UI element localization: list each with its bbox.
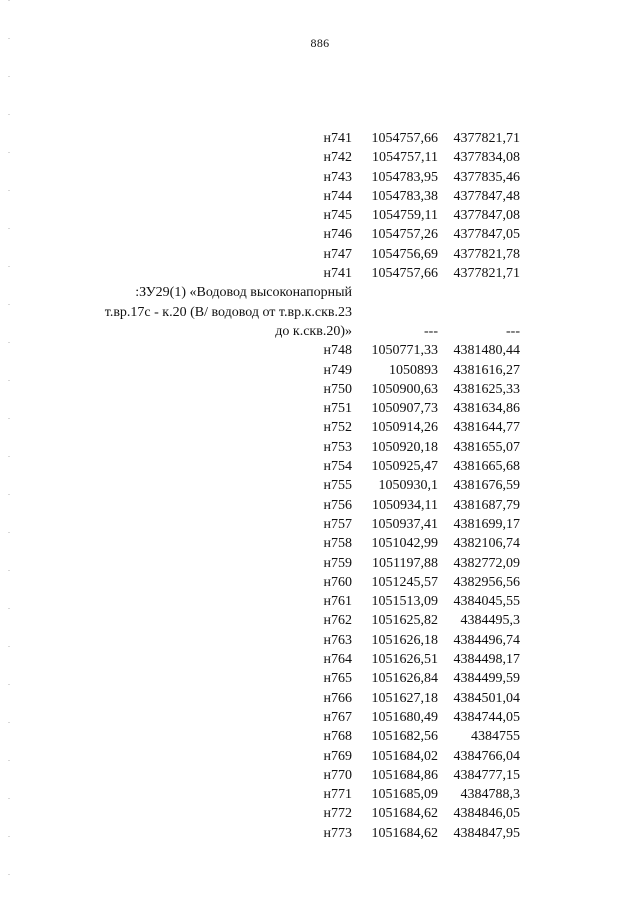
y-coordinate: 4381665,68 [453,459,520,475]
x-coordinate: 1050900,63 [371,381,438,397]
x-coordinate: 1051626,84 [371,671,438,687]
point-id: н749 [323,362,352,378]
table-row [80,496,520,515]
y-coordinate: 4381655,07 [453,439,520,455]
table-row [80,592,520,611]
x-coordinate: 1050937,41 [371,516,438,532]
x-coordinate: 1050893 [389,362,438,378]
x-coordinate: 1051042,99 [371,536,438,552]
table-row [80,631,520,650]
x-coordinate: 1054757,66 [371,266,438,282]
x-coordinate: 1051684,02 [371,748,438,764]
point-id: н745 [323,208,352,224]
table-row [80,245,520,264]
y-coordinate: 4381676,59 [453,478,520,494]
x-coordinate: 1054757,26 [371,227,438,243]
point-id: н759 [323,555,352,571]
x-coordinate: 1051682,56 [371,729,438,745]
table-row [80,689,520,708]
y-coordinate: 4381644,77 [453,420,520,436]
table-row [80,766,520,785]
y-coordinate: 4382772,09 [453,555,520,571]
x-coordinate: 1051685,09 [371,787,438,803]
table-row [80,264,520,283]
y-coordinate: 4382956,56 [453,574,520,590]
point-id: н747 [323,246,352,262]
y-coordinate: 4384788,3 [460,787,520,803]
y-coordinate: 4377821,71 [453,266,520,282]
point-id: н761 [323,594,352,610]
point-id: н748 [323,343,352,359]
x-coordinate: 1050914,26 [371,420,438,436]
rows-group-after [80,341,520,843]
y-coordinate: 4381625,33 [453,381,520,397]
table-row [80,341,520,360]
table-row [80,611,520,630]
y-coordinate: 4384499,59 [453,671,520,687]
table-row [80,573,520,592]
zone-line-2: т.вр.17с - к.20 (В/ водовод от т.вр.к.скв.23 [104,304,352,320]
x-coordinate: 1050925,47 [371,459,438,475]
x-coordinate: 1051245,57 [371,574,438,590]
y-coordinate: 4384846,05 [453,806,520,822]
table-row [80,824,520,843]
x-coordinate: 1054783,95 [371,169,438,185]
x-coordinate: 1050920,18 [371,439,438,455]
scan-margin-marks [8,0,10,905]
table-row [80,361,520,380]
y-coordinate: 4384766,04 [453,748,520,764]
point-id: н746 [323,227,352,243]
table-row [80,747,520,766]
x-coordinate: 1054783,38 [371,188,438,204]
x-coordinate: 1054757,11 [372,150,438,166]
y-coordinate: 4377835,46 [453,169,520,185]
point-id: н743 [323,169,352,185]
point-id: н768 [323,729,352,745]
x-coordinate: 1050934,11 [372,497,438,513]
point-id: н758 [323,536,352,552]
y-coordinate: 4384777,15 [453,767,520,783]
x-coordinate: 1051684,62 [371,806,438,822]
table-row [80,650,520,669]
point-id: н770 [323,767,352,783]
point-id: н771 [323,787,352,803]
table-row [80,785,520,804]
point-id: н763 [323,632,352,648]
y-coordinate: 4381634,86 [453,401,520,417]
y-coordinate: 4377821,78 [453,246,520,262]
y-coordinate: 4381699,17 [453,516,520,532]
table-row [80,225,520,244]
table-row [80,399,520,418]
table-row [80,148,520,167]
point-id: н760 [323,574,352,590]
y-coordinate: 4384498,17 [453,652,520,668]
zone-line-1: :ЗУ29(1) «Водовод высоконапорный [135,285,352,301]
point-id: н753 [323,439,352,455]
table-row [80,380,520,399]
y-coordinate: 4384501,04 [453,690,520,706]
x-coordinate: 1051680,49 [371,709,438,725]
table-row [80,457,520,476]
point-id: н741 [323,131,352,146]
y-coordinate: 4377834,08 [453,150,520,166]
x-coordinate: 1051627,18 [371,690,438,706]
y-coordinate: 4377847,08 [453,208,520,224]
x-coordinate: 1050930,1 [378,478,438,494]
zone-description [80,283,352,341]
point-id: н765 [323,671,352,687]
point-id: н756 [323,497,352,513]
table-row [80,554,520,573]
table-row [80,515,520,534]
point-id: н757 [323,516,352,532]
table-row [80,804,520,823]
y-coordinate: 4382106,74 [453,536,520,552]
y-coordinate: 4377821,71 [453,131,520,146]
x-coordinate: 1051684,86 [371,767,438,783]
x-coordinate: 1054759,11 [372,208,438,224]
table-row [80,418,520,437]
table-row [80,708,520,727]
point-id: н764 [323,652,352,668]
y-coordinate: 4377847,05 [453,227,520,243]
x-coordinate: 1054756,69 [371,246,438,262]
x-coordinate: 1051626,18 [371,632,438,648]
point-id: н742 [323,150,352,166]
x-coordinate: 1050907,73 [371,401,438,417]
point-id: н755 [323,478,352,494]
point-id: н767 [323,709,352,725]
point-id: н741 [323,266,352,282]
table-row [80,476,520,495]
point-id: н752 [323,420,352,436]
coordinates-table [80,129,520,843]
point-id: н769 [323,748,352,764]
zone-header-row [80,283,520,341]
y-coordinate: 4381687,79 [453,497,520,513]
page-number: 886 [310,36,330,50]
y-coordinate: 4381480,44 [453,343,520,359]
point-id: н750 [323,381,352,397]
zone-line-3: до к.скв.20)» [275,323,352,339]
y-coordinate: 4384496,74 [453,632,520,648]
y-coordinate: 4384847,95 [453,825,520,841]
y-coordinate: 4384755 [471,729,520,745]
point-id: н762 [323,613,352,629]
point-id: н754 [323,459,352,475]
x-coordinate: 1051626,51 [371,652,438,668]
y-coordinate: 4377847,48 [453,188,520,204]
x-coordinate: 1051625,82 [371,613,438,629]
point-id: н766 [323,690,352,706]
table-row [80,129,520,148]
table-row [80,727,520,746]
x-coordinate: 1054757,66 [371,131,438,146]
zone-x-placeholder: --- [424,323,438,339]
y-coordinate: 4381616,27 [453,362,520,378]
y-coordinate: 4384744,05 [453,709,520,725]
y-coordinate: 4384495,3 [460,613,520,629]
x-coordinate: 1051684,62 [371,825,438,841]
point-id: н744 [323,188,352,204]
point-id: н751 [323,401,352,417]
zone-y-placeholder: --- [506,323,520,339]
rows-group-before [80,129,520,283]
y-coordinate: 4384045,55 [453,594,520,610]
x-coordinate: 1051513,09 [371,594,438,610]
table-row [80,534,520,553]
point-id: н772 [323,806,352,822]
table-row [80,187,520,206]
table-row [80,669,520,688]
table-row [80,438,520,457]
x-coordinate: 1051197,88 [372,555,438,571]
point-id: н773 [323,825,352,841]
table-row [80,206,520,225]
x-coordinate: 1050771,33 [371,343,438,359]
table-row [80,168,520,187]
